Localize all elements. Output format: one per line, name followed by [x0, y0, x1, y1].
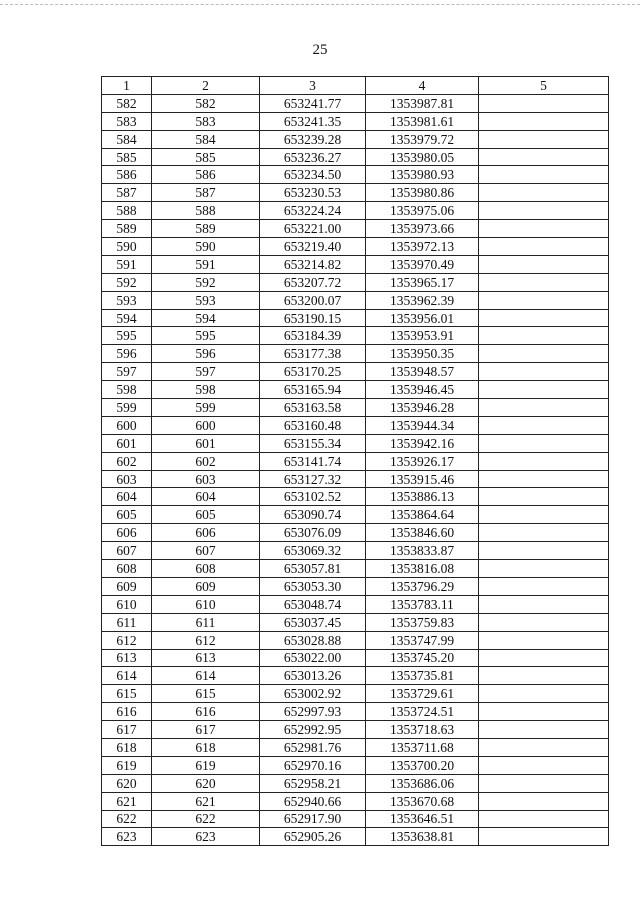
table-cell: 653090.74: [260, 506, 366, 524]
table-cell: 593: [102, 291, 152, 309]
table-cell: 592: [152, 273, 260, 291]
table-cell: 609: [102, 577, 152, 595]
table-row: [102, 291, 609, 309]
table-row: [102, 345, 609, 363]
table-cell: 653177.38: [260, 345, 366, 363]
table-cell: [479, 166, 609, 184]
table-cell: 1353980.86: [366, 184, 479, 202]
table-row: [102, 613, 609, 631]
table-cell: 589: [152, 220, 260, 238]
table-cell: 622: [152, 810, 260, 828]
table-cell: 653076.09: [260, 524, 366, 542]
table-cell: 1353953.91: [366, 327, 479, 345]
table-cell: 606: [152, 524, 260, 542]
table-cell: [479, 595, 609, 613]
table-cell: 653230.53: [260, 184, 366, 202]
table-cell: [479, 488, 609, 506]
table-cell: [479, 202, 609, 220]
table-cell: 620: [152, 774, 260, 792]
table-cell: [479, 452, 609, 470]
table-row: [102, 238, 609, 256]
table-cell: 603: [102, 470, 152, 488]
table-cell: 653190.15: [260, 309, 366, 327]
table-cell: 585: [152, 148, 260, 166]
table-row: [102, 94, 609, 112]
table-row: [102, 506, 609, 524]
table-cell: 583: [102, 112, 152, 130]
table-cell: 652958.21: [260, 774, 366, 792]
table-row: [102, 273, 609, 291]
table-row: [102, 363, 609, 381]
table-cell: 614: [152, 667, 260, 685]
page-number: 25: [312, 42, 328, 58]
table-cell: 587: [102, 184, 152, 202]
table-cell: 653241.35: [260, 112, 366, 130]
table-cell: [479, 524, 609, 542]
table-cell: 1353962.39: [366, 291, 479, 309]
table-row: [102, 792, 609, 810]
table-cell: 1353886.13: [366, 488, 479, 506]
table-cell: [479, 470, 609, 488]
table-cell: 653037.45: [260, 613, 366, 631]
table-cell: [479, 738, 609, 756]
table-cell: 1353970.49: [366, 255, 479, 273]
table-cell: 652981.76: [260, 738, 366, 756]
table-cell: 1353711.68: [366, 738, 479, 756]
table-cell: 616: [102, 703, 152, 721]
table-cell: 653170.25: [260, 363, 366, 381]
table-cell: [479, 291, 609, 309]
table-cell: 610: [102, 595, 152, 613]
table-cell: 1353926.17: [366, 452, 479, 470]
table-cell: 653219.40: [260, 238, 366, 256]
table-row: [102, 381, 609, 399]
table-cell: 594: [102, 309, 152, 327]
table-cell: 602: [102, 452, 152, 470]
table-cell: 1353972.13: [366, 238, 479, 256]
table-cell: 599: [102, 399, 152, 417]
column-header: 3: [260, 77, 366, 95]
table-cell: 1353816.08: [366, 560, 479, 578]
table-cell: 615: [102, 685, 152, 703]
table-cell: 619: [102, 756, 152, 774]
table-cell: [479, 828, 609, 846]
table-cell: 597: [102, 363, 152, 381]
table-cell: 583: [152, 112, 260, 130]
table-cell: 585: [102, 148, 152, 166]
table-cell: 653207.72: [260, 273, 366, 291]
scan-top-edge: [0, 4, 640, 5]
table-cell: 653234.50: [260, 166, 366, 184]
table-cell: 652997.93: [260, 703, 366, 721]
table-row: [102, 416, 609, 434]
table-cell: 1353975.06: [366, 202, 479, 220]
table-cell: [479, 363, 609, 381]
table-row: [102, 202, 609, 220]
table-row: [102, 721, 609, 739]
table-cell: 618: [102, 738, 152, 756]
table-cell: 653241.77: [260, 94, 366, 112]
table-row: [102, 667, 609, 685]
table-cell: 591: [152, 255, 260, 273]
table-cell: 607: [152, 542, 260, 560]
table-cell: [479, 810, 609, 828]
table-row: [102, 148, 609, 166]
table-cell: 653239.28: [260, 130, 366, 148]
table-cell: 596: [152, 345, 260, 363]
table-cell: 590: [152, 238, 260, 256]
table-cell: 653102.52: [260, 488, 366, 506]
table-cell: 608: [152, 560, 260, 578]
table-cell: [479, 399, 609, 417]
table-cell: 590: [102, 238, 152, 256]
table-cell: [479, 309, 609, 327]
coordinates-table: [101, 76, 609, 846]
table-cell: 582: [152, 94, 260, 112]
table-cell: 1353956.01: [366, 309, 479, 327]
table-cell: 1353942.16: [366, 434, 479, 452]
table-cell: 597: [152, 363, 260, 381]
table-cell: 653013.26: [260, 667, 366, 685]
table-cell: [479, 327, 609, 345]
table-row: [102, 577, 609, 595]
table-cell: 1353965.17: [366, 273, 479, 291]
table-cell: 1353729.61: [366, 685, 479, 703]
table-cell: [479, 667, 609, 685]
table-cell: [479, 577, 609, 595]
table-cell: 652905.26: [260, 828, 366, 846]
table-row: [102, 810, 609, 828]
table-row: [102, 703, 609, 721]
table-cell: 653048.74: [260, 595, 366, 613]
table-cell: 618: [152, 738, 260, 756]
table-row: [102, 166, 609, 184]
table-cell: 1353724.51: [366, 703, 479, 721]
table-row: [102, 488, 609, 506]
table-cell: 1353646.51: [366, 810, 479, 828]
table-cell: 653057.81: [260, 560, 366, 578]
table-cell: 606: [102, 524, 152, 542]
table-cell: 601: [102, 434, 152, 452]
table-cell: 603: [152, 470, 260, 488]
table-cell: 600: [102, 416, 152, 434]
table-cell: 1353980.05: [366, 148, 479, 166]
table-cell: 1353946.45: [366, 381, 479, 399]
table-row: [102, 255, 609, 273]
table-cell: 601: [152, 434, 260, 452]
table-cell: [479, 148, 609, 166]
table-cell: 608: [102, 560, 152, 578]
table-cell: [479, 721, 609, 739]
table-cell: 586: [152, 166, 260, 184]
table-cell: [479, 273, 609, 291]
table-cell: 613: [102, 649, 152, 667]
table-row: [102, 524, 609, 542]
table-cell: 599: [152, 399, 260, 417]
table-row: [102, 685, 609, 703]
table-cell: 619: [152, 756, 260, 774]
table-cell: 609: [152, 577, 260, 595]
table-cell: [479, 94, 609, 112]
table-row: [102, 452, 609, 470]
table-cell: 1353686.06: [366, 774, 479, 792]
table-row: [102, 828, 609, 846]
table-cell: 1353864.64: [366, 506, 479, 524]
table-cell: [479, 381, 609, 399]
table-cell: 1353833.87: [366, 542, 479, 560]
table-cell: 1353981.61: [366, 112, 479, 130]
column-header: 5: [479, 77, 609, 95]
column-header: 1: [102, 77, 152, 95]
table-cell: 613: [152, 649, 260, 667]
table-row: [102, 774, 609, 792]
table-cell: 620: [102, 774, 152, 792]
table-cell: 653127.32: [260, 470, 366, 488]
table-cell: 1353973.66: [366, 220, 479, 238]
table-cell: 653022.00: [260, 649, 366, 667]
table-cell: 623: [102, 828, 152, 846]
table-cell: [479, 506, 609, 524]
table-cell: 653069.32: [260, 542, 366, 560]
table-cell: 600: [152, 416, 260, 434]
table-cell: 653200.07: [260, 291, 366, 309]
table-body: [102, 94, 609, 845]
table-cell: 605: [152, 506, 260, 524]
table-cell: [479, 434, 609, 452]
table-row: [102, 112, 609, 130]
table-cell: 623: [152, 828, 260, 846]
table-cell: 1353745.20: [366, 649, 479, 667]
table-cell: 607: [102, 542, 152, 560]
table-cell: 586: [102, 166, 152, 184]
table-cell: 1353987.81: [366, 94, 479, 112]
table-row: [102, 738, 609, 756]
table-cell: 1353638.81: [366, 828, 479, 846]
table-cell: 653221.00: [260, 220, 366, 238]
table-cell: 611: [152, 613, 260, 631]
table-row: [102, 470, 609, 488]
table-cell: 595: [152, 327, 260, 345]
table-row: [102, 399, 609, 417]
table-cell: [479, 184, 609, 202]
table-cell: [479, 255, 609, 273]
table-cell: 653141.74: [260, 452, 366, 470]
column-header: 4: [366, 77, 479, 95]
table-cell: [479, 416, 609, 434]
table-cell: 588: [102, 202, 152, 220]
column-header: 2: [152, 77, 260, 95]
table-header-row: [102, 77, 609, 95]
table-row: [102, 756, 609, 774]
table-cell: 604: [152, 488, 260, 506]
table-cell: 592: [102, 273, 152, 291]
table-cell: 615: [152, 685, 260, 703]
table-cell: 591: [102, 255, 152, 273]
table-cell: 653236.27: [260, 148, 366, 166]
table-cell: 1353915.46: [366, 470, 479, 488]
table-cell: 621: [152, 792, 260, 810]
table-row: [102, 184, 609, 202]
table-cell: 1353735.81: [366, 667, 479, 685]
table-cell: [479, 560, 609, 578]
table-cell: [479, 130, 609, 148]
table-cell: 653160.48: [260, 416, 366, 434]
table-cell: 1353846.60: [366, 524, 479, 542]
table-cell: 1353670.68: [366, 792, 479, 810]
table-cell: 1353979.72: [366, 130, 479, 148]
table-row: [102, 220, 609, 238]
table-cell: 589: [102, 220, 152, 238]
table-cell: 611: [102, 613, 152, 631]
table-cell: 610: [152, 595, 260, 613]
table-cell: 1353950.35: [366, 345, 479, 363]
table-cell: 653053.30: [260, 577, 366, 595]
table-cell: 617: [152, 721, 260, 739]
table-row: [102, 631, 609, 649]
table-cell: 653224.24: [260, 202, 366, 220]
table-cell: [479, 792, 609, 810]
table-cell: [479, 345, 609, 363]
table-cell: 587: [152, 184, 260, 202]
table-cell: 1353944.34: [366, 416, 479, 434]
table-cell: [479, 756, 609, 774]
table-cell: 1353796.29: [366, 577, 479, 595]
table-cell: 1353759.83: [366, 613, 479, 631]
table-row: [102, 595, 609, 613]
table-cell: 588: [152, 202, 260, 220]
table-cell: 1353783.11: [366, 595, 479, 613]
table-cell: 584: [152, 130, 260, 148]
table-cell: 1353980.93: [366, 166, 479, 184]
table-cell: 1353946.28: [366, 399, 479, 417]
table-cell: 653163.58: [260, 399, 366, 417]
table-row: [102, 434, 609, 452]
table-cell: [479, 542, 609, 560]
table-cell: 612: [152, 631, 260, 649]
table-cell: 653155.34: [260, 434, 366, 452]
table-cell: 617: [102, 721, 152, 739]
table-row: [102, 560, 609, 578]
table-cell: 1353948.57: [366, 363, 479, 381]
table-cell: 602: [152, 452, 260, 470]
table-cell: 653002.92: [260, 685, 366, 703]
table-cell: [479, 613, 609, 631]
table-cell: 1353700.20: [366, 756, 479, 774]
table-row: [102, 542, 609, 560]
table-cell: 594: [152, 309, 260, 327]
table-cell: 621: [102, 792, 152, 810]
table-cell: 612: [102, 631, 152, 649]
table-cell: 604: [102, 488, 152, 506]
table-cell: [479, 631, 609, 649]
table-cell: 652992.95: [260, 721, 366, 739]
table-cell: 582: [102, 94, 152, 112]
table-row: [102, 130, 609, 148]
table-row: [102, 649, 609, 667]
table-cell: 653028.88: [260, 631, 366, 649]
table-cell: 598: [152, 381, 260, 399]
table-cell: 598: [102, 381, 152, 399]
table-cell: 652940.66: [260, 792, 366, 810]
table-cell: 614: [102, 667, 152, 685]
table-cell: [479, 685, 609, 703]
table-cell: 593: [152, 291, 260, 309]
table-cell: [479, 649, 609, 667]
table-cell: 652970.16: [260, 756, 366, 774]
table-cell: [479, 238, 609, 256]
table-cell: 653214.82: [260, 255, 366, 273]
table-cell: 652917.90: [260, 810, 366, 828]
table-cell: [479, 220, 609, 238]
table-cell: 596: [102, 345, 152, 363]
table-cell: 584: [102, 130, 152, 148]
table-cell: [479, 112, 609, 130]
table-cell: [479, 774, 609, 792]
table-cell: 653165.94: [260, 381, 366, 399]
table-row: [102, 309, 609, 327]
table-cell: 1353718.63: [366, 721, 479, 739]
table-cell: 605: [102, 506, 152, 524]
table-cell: [479, 703, 609, 721]
table-cell: 595: [102, 327, 152, 345]
table-cell: 616: [152, 703, 260, 721]
table-row: [102, 327, 609, 345]
table-cell: 1353747.99: [366, 631, 479, 649]
table-cell: 622: [102, 810, 152, 828]
table-cell: 653184.39: [260, 327, 366, 345]
